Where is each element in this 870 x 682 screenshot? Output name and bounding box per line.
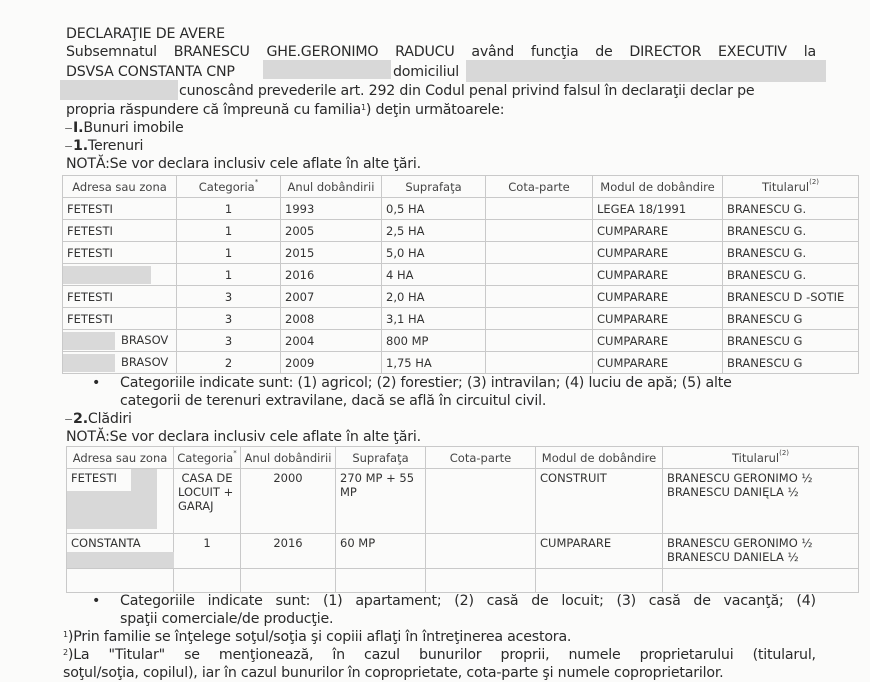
intro-line-1: Subsemnatul BRANESCU GHE.GERONIMO RADUCU având funcţia de DIRECTOR EXECUTIV la (66, 44, 816, 60)
cell-categoria: 3 (177, 330, 281, 352)
cell-suprafata: 1,75 HA (382, 352, 486, 374)
section-heading-bunuri-imobile: −I.Bunuri imobile (64, 120, 184, 136)
footnote-2-line-1: $^2$)La "Titular" se menţionează, în cazul bunurilor proprii, numele proprietarului (titularul, (63, 647, 816, 663)
cell-modul: CUMPARARE (593, 286, 723, 308)
cell-modul: CUMPARARE (593, 352, 723, 374)
cell-empty (663, 569, 859, 593)
cell-anul: 2004 (281, 330, 382, 352)
cell-adresa: CONSTANTA (67, 534, 174, 569)
cell-suprafata: 0,5 HA (382, 198, 486, 220)
collapse-marker-icon: − (64, 413, 74, 426)
intro-line-2-cnp-label: DSVSA CONSTANTA CNP (66, 64, 235, 80)
cell-categoria: 1 (177, 198, 281, 220)
cell-categoria: 3 (177, 308, 281, 330)
cell-modul: CUMPARARE (536, 534, 663, 569)
redacted-address-continued (60, 80, 178, 100)
intro-line-3: cunoscând prevederile art. 292 din Codul penal privind falsul în declaraţii declar pe (179, 83, 755, 99)
cell-titular: BRANESCU G. (723, 242, 859, 264)
cell-cota (486, 198, 593, 220)
col-header-cota: Cota-parte (486, 176, 593, 198)
table-row (63, 220, 859, 242)
cell-anul: 2015 (281, 242, 382, 264)
cladiri-table (66, 446, 859, 593)
terenuri-table (62, 175, 859, 374)
cell-modul: CUMPARARE (593, 220, 723, 242)
section-heading-terenuri: −1.Terenuri (64, 138, 144, 154)
cell-anul: 2007 (281, 286, 382, 308)
table-row (67, 469, 859, 534)
footnote-1: $^1$)Prin familie se înţelege soţul/soţia şi copiii aflaţi în întreţinerea acestora. (63, 629, 572, 645)
bullet-icon: • (92, 375, 101, 391)
cell-modul: CUMPARARE (593, 264, 723, 286)
note-cladiri: NOTĂ:Se vor declara inclusiv cele aflate în alte ţări. (66, 429, 421, 445)
table-row-empty (67, 569, 859, 593)
cell-empty (67, 569, 174, 593)
cell-cota (426, 469, 536, 534)
cell-anul: 2016 (241, 534, 336, 569)
col-header-suprafata: Suprafaţa (336, 447, 426, 469)
cell-cota (486, 286, 593, 308)
cell-empty (336, 569, 426, 593)
terenuri-categories-note-line-1: Categoriile indicate sunt: (1) agricol; (2) forestier; (3) intravilan; (4) luciu de apă; (5) alte (120, 375, 732, 391)
cell-adresa: FETESTI (63, 242, 177, 264)
cell-suprafata: 60 MP (336, 534, 426, 569)
cell-cota (486, 308, 593, 330)
col-header-anul: Anul dobândirii (281, 176, 382, 198)
document-title: DECLARAŢIE DE AVERE (66, 26, 225, 42)
table-row (63, 352, 859, 374)
table-row (63, 242, 859, 264)
cell-empty (241, 569, 336, 593)
col-header-modul: Modul de dobândire (536, 447, 663, 469)
cell-cota (486, 220, 593, 242)
collapse-marker-icon: − (64, 122, 74, 135)
cell-empty (536, 569, 663, 593)
table-header-row (63, 176, 859, 198)
redacted-cnp (263, 60, 391, 79)
cell-anul: 1993 (281, 198, 382, 220)
cell-suprafata: 2,5 HA (382, 220, 486, 242)
cell-modul: CUMPARARE (593, 242, 723, 264)
col-header-suprafata: Suprafaţa (382, 176, 486, 198)
cell-empty (174, 569, 241, 593)
cell-suprafata: 4 HA (382, 264, 486, 286)
cell-cota (426, 534, 536, 569)
cell-cota (486, 242, 593, 264)
table-header-row (67, 447, 859, 469)
cell-cota (486, 264, 593, 286)
intro-line-2-domiciliu-label: domiciliul (393, 64, 460, 80)
cell-modul: CUMPARARE (593, 308, 723, 330)
cell-categoria: 2 (177, 352, 281, 374)
cell-categoria: 1 (177, 242, 281, 264)
cell-modul: CONSTRUIT (536, 469, 663, 534)
col-header-cota: Cota-parte (426, 447, 536, 469)
section-heading-cladiri: −2.Clădiri (64, 411, 132, 427)
cell-adresa-redacted (63, 264, 177, 286)
table-row (63, 264, 859, 286)
table-row (63, 198, 859, 220)
collapse-marker-icon: − (64, 140, 74, 153)
cell-modul: CUMPARARE (593, 330, 723, 352)
col-header-modul: Modul de dobândire (593, 176, 723, 198)
cell-titular: BRANESCU GERONIMO ½ BRANESCU DANIĘLA ½ (663, 469, 859, 534)
col-header-anul: Anul dobândirii (241, 447, 336, 469)
cladiri-categories-note-line-2: spaţii comerciale/de producţie. (120, 611, 334, 627)
cell-categoria: 1 (177, 220, 281, 242)
cell-categoria: 1 (177, 264, 281, 286)
cell-titular: BRANESCU D -SOTIE (723, 286, 859, 308)
col-header-categoria: Categoria* (174, 447, 241, 469)
cell-anul: 2000 (241, 469, 336, 534)
bullet-icon: • (92, 593, 101, 609)
cell-cota (486, 330, 593, 352)
col-header-titular: Titularul$^{(2)}$ (663, 447, 859, 469)
cell-suprafata: 5,0 HA (382, 242, 486, 264)
cell-titular: BRANESCU G (723, 352, 859, 374)
cell-empty (426, 569, 536, 593)
col-header-categoria: Categoria* (177, 176, 281, 198)
cell-adresa: FETESTI (67, 469, 174, 534)
cell-anul: 2008 (281, 308, 382, 330)
cell-adresa: FETESTI (63, 286, 177, 308)
cell-titular: BRANESCU G (723, 308, 859, 330)
cell-adresa: BRASOV (63, 330, 177, 352)
cell-titular: BRANESCU G. (723, 198, 859, 220)
cell-categoria: 3 (177, 286, 281, 308)
cell-cota (486, 352, 593, 374)
cell-modul: LEGEA 18/1991 (593, 198, 723, 220)
redacted-address (63, 266, 151, 284)
redacted-address (63, 354, 115, 372)
col-header-adresa: Adresa sau zona (67, 447, 174, 469)
cell-anul: 2009 (281, 352, 382, 374)
cell-adresa: BRASOV (63, 352, 177, 374)
footnote-2-line-2: soţul/soţia, copilul), iar în cazul bunurilor în coproprietate, cota-parte şi numele coproprietarilor. (63, 665, 724, 681)
cell-adresa: FETESTI (63, 198, 177, 220)
cell-suprafata: 2,0 HA (382, 286, 486, 308)
col-header-adresa: Adresa sau zona (63, 176, 177, 198)
cladiri-categories-note-line-1: Categoriile indicate sunt: (1) apartament; (2) casă de locuit; (3) casă de vacanţă; (4) (120, 593, 816, 609)
table-row (63, 308, 859, 330)
redacted-address (63, 332, 115, 350)
redacted-address (67, 491, 157, 529)
cell-suprafata: 270 MP + 55 MP (336, 469, 426, 534)
cell-titular: BRANESCU G (723, 330, 859, 352)
cell-suprafata: 800 MP (382, 330, 486, 352)
cell-categoria: 1 (174, 534, 241, 569)
terenuri-categories-note-line-2: categorii de terenuri extravilane, dacă se află în circuitul civil. (120, 393, 547, 409)
table-row (63, 286, 859, 308)
redacted-domiciliu (466, 60, 826, 82)
table-row (63, 330, 859, 352)
intro-line-4: propria răspundere că împreună cu familia$^1$) deţin următoarele: (66, 102, 505, 118)
col-header-titular: Titularul$^{(2)}$ (723, 176, 859, 198)
cell-titular: BRANESCU G. (723, 264, 859, 286)
cell-anul: 2005 (281, 220, 382, 242)
cell-titular: BRANESCU GERONIMO ½ BRANESCU DANIELA ½ (663, 534, 859, 569)
cell-adresa: FETESTI (63, 308, 177, 330)
redacted-address (67, 552, 174, 568)
cell-adresa: FETESTI (63, 220, 177, 242)
cell-suprafata: 3,1 HA (382, 308, 486, 330)
table-row (67, 534, 859, 569)
note-terenuri: NOTĂ:Se vor declara inclusiv cele aflate în alte ţări. (66, 156, 421, 172)
cell-anul: 2016 (281, 264, 382, 286)
cell-categoria: CASA DE LOCUIT + GARAJ (174, 469, 241, 534)
cell-titular: BRANESCU G. (723, 220, 859, 242)
